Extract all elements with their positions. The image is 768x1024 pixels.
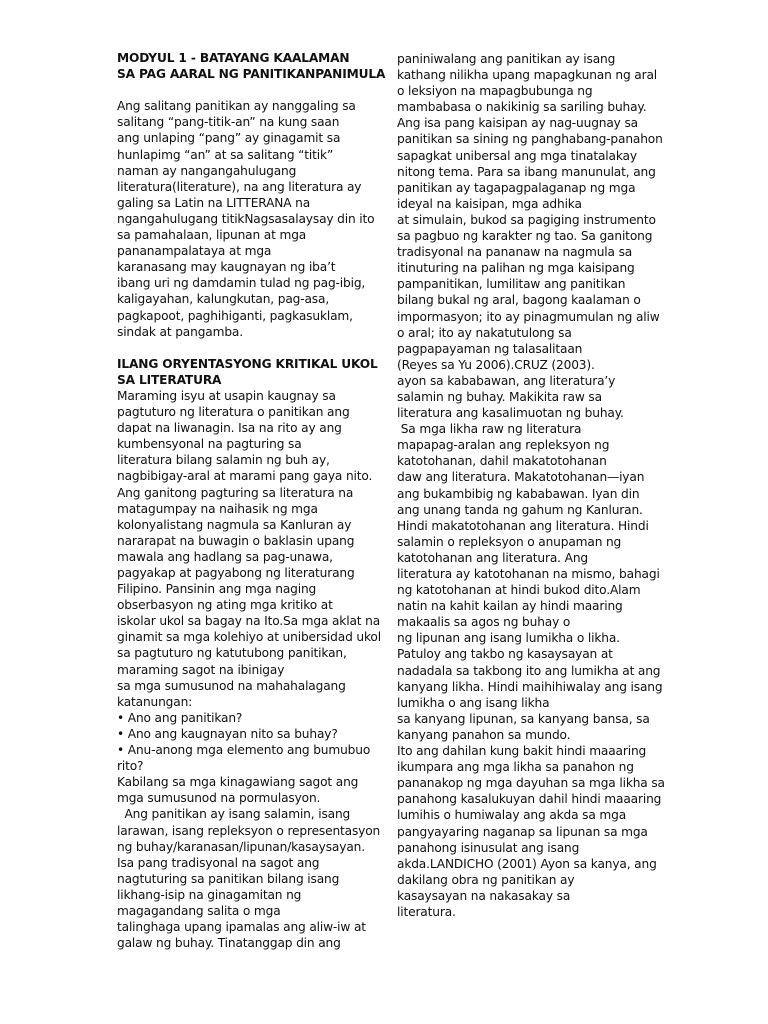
text-line: literatura bilang salamin ng buh ay, xyxy=(117,453,330,468)
text-line: sa pagbuo ng karakter ng tao. Sa ganitong xyxy=(397,229,653,244)
text-line: tradisyonal na pananaw na nagmula sa xyxy=(397,245,633,260)
text-line: lumihis o humiwalay ang akda sa mga xyxy=(397,808,627,823)
text-line: ginamit sa mga kolehiyo at unibersidad ukol xyxy=(117,630,381,645)
intro-paragraph xyxy=(117,98,385,339)
text-line: pagpapayaman ng talasalitaan xyxy=(397,341,583,356)
text-line: magagandang salita o mga xyxy=(117,903,281,918)
text-line: Ito ang dahilan kung bakit hindi maaaring xyxy=(397,744,647,759)
text-line: literatura. xyxy=(397,904,456,919)
document-title-line: MODYUL 1 - BATAYANG KAALAMAN xyxy=(117,51,350,65)
text-line: impormasyon; ito ay pinagmumulan ng aliw xyxy=(397,309,660,324)
text-line: pangyayaring naganap sa lipunan sa mga xyxy=(397,824,648,839)
text-line: katanungan: xyxy=(117,694,193,709)
text-line: salitang “pang-titik-an” na kung saan xyxy=(117,115,340,130)
text-line: Filipino. Pansinin ang mga naging xyxy=(117,582,317,597)
text-line: o aral; ito ay nakatutulong sa xyxy=(397,325,572,340)
text-line: likhang-isip na ginagamitan ng xyxy=(117,887,302,902)
text-line: maraming sagot na ibinigay xyxy=(117,662,285,677)
text-line: makaalis sa agos ng buhay o xyxy=(397,615,571,630)
text-line: katotohanan ang literatura. Ang xyxy=(397,550,588,565)
text-line: panahong kasalukuyan dahil hindi maaaring xyxy=(397,792,662,807)
text-line: sa pamahalaan, lipunan at mga xyxy=(117,228,307,243)
text-line: sapagkat unibersal ang mga tinatalakay xyxy=(397,148,637,163)
text-line: rito? xyxy=(117,759,144,774)
text-line: kolonyalistang nagmula sa Kanluran ay xyxy=(117,517,352,532)
right-column xyxy=(397,51,665,920)
text-line: ang unang tanda ng gahum ng Kanluran. xyxy=(397,502,643,517)
text-line: lumikha o ang isang likha xyxy=(397,695,550,710)
text-line: ibang uri ng damdamin tulad ng pag-ibig, xyxy=(117,276,366,291)
text-line: kanyang panahon sa mundo. xyxy=(397,727,571,742)
text-line: galing sa Latin na LITTERANA na xyxy=(117,195,311,210)
text-line: dapat na liwanagin. Isa na rito ay ang xyxy=(117,421,342,436)
text-line: akda.LANDICHO (2001) Ayon sa kanya, ang xyxy=(397,856,657,871)
text-line: daw ang literatura. Makatotohanan—iyan xyxy=(397,470,645,485)
text-line: literatura(literature), na ang literatura ay xyxy=(117,179,362,194)
text-line: kanyang likha. Hindi maihihiwalay ang isang xyxy=(397,679,663,694)
text-line: Isa pang tradisyonal na sagot ang xyxy=(117,855,320,870)
text-line: salamin o repleksyon o anupaman ng xyxy=(397,534,622,549)
text-line: Kabilang sa mga kinagawiang sagot ang xyxy=(117,775,359,790)
text-line: nagbibigay-aral at marami pang gaya nito. xyxy=(117,469,373,484)
text-line: ikumpara ang mga likha sa panahon ng xyxy=(397,760,634,775)
text-line: paniniwalang ang panitikan ay isang xyxy=(397,52,616,66)
text-line: Ang ganitong pagturing sa literatura na xyxy=(117,485,354,500)
text-line: ng buhay/karanasan/lipunan/kasaysayan. xyxy=(117,839,365,854)
text-line: obserbasyon ng ating mga kritiko at xyxy=(117,598,333,613)
text-line: o leksiyon na mapagbubunga ng xyxy=(397,84,593,99)
section-heading-line: SA LITERATURA xyxy=(117,372,222,387)
text-line: mambabasa o nakikinig sa sariling buhay. xyxy=(397,100,647,115)
text-line: Maraming isyu at usapin kaugnay sa xyxy=(117,388,336,403)
text-line: hunlapimg “an” at sa salitang “titik” xyxy=(117,147,334,162)
text-line: katotohanan, dahil makatotohanan xyxy=(397,454,607,469)
text-line: karanasang may kaugnayan ng iba’t xyxy=(117,260,336,275)
text-line: mga sumusunod na pormulasyon. xyxy=(117,791,321,806)
text-line: at simulain, bukod sa pagiging instrumento xyxy=(397,212,656,227)
text-line: • Ano ang panitikan? xyxy=(117,710,243,725)
text-line: nitong tema. Para sa ibang manunulat, ang xyxy=(397,164,656,179)
text-line: panitikan ay tagapagpalaganap ng mga xyxy=(397,180,636,195)
left-column xyxy=(117,50,385,951)
text-line: dakilang obra ng panitikan ay xyxy=(397,872,575,887)
text-line: kaligayahan, kalungkutan, pag-asa, xyxy=(117,292,330,307)
text-line: itinuturing na palihan ng mga kaisipang xyxy=(397,261,635,276)
text-line: Sa mga likha raw ng literatura xyxy=(397,422,582,437)
text-line: panitikan sa sining ng panghabang-panahon xyxy=(397,132,663,147)
text-line: mapapag-aralan ang repleksyon ng xyxy=(397,438,610,453)
text-line: sindak at pangamba. xyxy=(117,324,243,339)
text-line: nagtuturing sa panitikan bilang isang xyxy=(117,871,340,886)
text-line: pananakop ng mga dayuhan sa mga likha sa xyxy=(397,776,665,791)
text-line: ng lipunan ang isang lumikha o likha. xyxy=(397,631,620,646)
text-line: panahong isinusulat ang isang xyxy=(397,840,580,855)
text-line: ang unlaping “pang” ay ginagamit sa xyxy=(117,131,341,146)
text-line: kathang nilikha upang mapagkunan ng aral xyxy=(397,68,658,83)
text-line: salamin ng buhay. Makikita raw sa xyxy=(397,389,602,404)
text-line: literatura ay katotohanan na mismo, bahagi xyxy=(397,567,660,581)
text-line: galaw ng buhay. Tinatanggap din ang xyxy=(117,936,341,951)
text-line: • Ano ang kaugnayan nito sa buhay? xyxy=(117,726,338,741)
text-line: sa kanyang lipunan, sa kanyang bansa, sa xyxy=(397,711,650,726)
text-line: pampanitikan, lumilitaw ang panitikan xyxy=(397,277,626,292)
text-line: mawala ang hadlang sa pag-unawa, xyxy=(117,549,333,564)
text-line: natin na kahit kailan ay hindi maaring xyxy=(397,599,623,614)
document-title-line: SA PAG AARAL NG PANITIKANPANIMULA xyxy=(117,67,386,82)
text-line: talinghaga upang ipamalas ang aliw-iw at xyxy=(117,920,366,935)
text-line: Hindi makatotohanan ang literatura. Hindi xyxy=(397,518,649,533)
text-line: naman ay nangangahulugang xyxy=(117,163,297,178)
text-line: ideyal na kaisipan, mga adhika xyxy=(397,196,582,211)
text-line: pagyakap at pagyabong ng literaturang xyxy=(117,566,355,580)
text-line: matagumpay na naihasik ng mga xyxy=(117,501,318,516)
text-line: pagtuturo ng literatura o panitikan ang xyxy=(117,405,350,420)
text-line: Ang salitang panitikan ay nanggaling sa xyxy=(117,99,356,114)
text-line: • Anu-anong mga elemento ang bumubuo xyxy=(117,743,371,758)
critical-orientation-paragraph xyxy=(117,388,385,951)
text-line: ang bukambibig ng kababawan. Iyan din xyxy=(397,486,640,501)
text-line: ng katotohanan at hindi bukod dito.Alam xyxy=(397,583,641,598)
text-line: kumbensyonal na pagturing sa xyxy=(117,437,302,452)
text-line: nadadala sa takbong ito ang lumikha at ang xyxy=(397,663,661,678)
text-line: bilang bukal ng aral, bagong kaalaman o xyxy=(397,293,641,308)
section-heading-line: ILANG ORYENTASYONG KRITIKAL UKOL xyxy=(117,356,378,371)
text-line: pagkapoot, paghihiganti, pagkasuklam, xyxy=(117,308,353,323)
paragraph-gap xyxy=(117,340,385,356)
text-line: sa mga sumusunod na mahahalagang xyxy=(117,678,346,693)
text-line: ngangahulugang titikNagsasalaysay din ito xyxy=(117,211,375,226)
text-line: Ang isa pang kaisipan ay nag-uugnay sa xyxy=(397,116,638,131)
text-line: Patuloy ang takbo ng kasaysayan at xyxy=(397,647,613,662)
paragraph-gap xyxy=(117,82,385,98)
right-column-text xyxy=(397,51,665,920)
text-line: kasaysayan na nakasakay sa xyxy=(397,888,571,903)
text-line: (Reyes sa Yu 2006).CRUZ (2003). xyxy=(397,357,595,372)
text-line: Ang panitikan ay isang salamin, isang xyxy=(117,807,351,822)
text-line: larawan, isang repleksyon o representasyon xyxy=(117,823,381,838)
text-line: literatura ang kasalimuotan ng buhay. xyxy=(397,406,624,421)
text-line: sa pagtuturo ng katutubong panitikan, xyxy=(117,646,347,661)
text-line: ayon sa kababawan, ang literatura’y xyxy=(397,373,616,388)
text-line: iskolar ukol sa bagay na Ito.Sa mga aklat na xyxy=(117,614,381,629)
text-line: pananampalataya at mga xyxy=(117,244,272,259)
text-line: nararapat na buwagin o baklasin upang xyxy=(117,533,355,548)
